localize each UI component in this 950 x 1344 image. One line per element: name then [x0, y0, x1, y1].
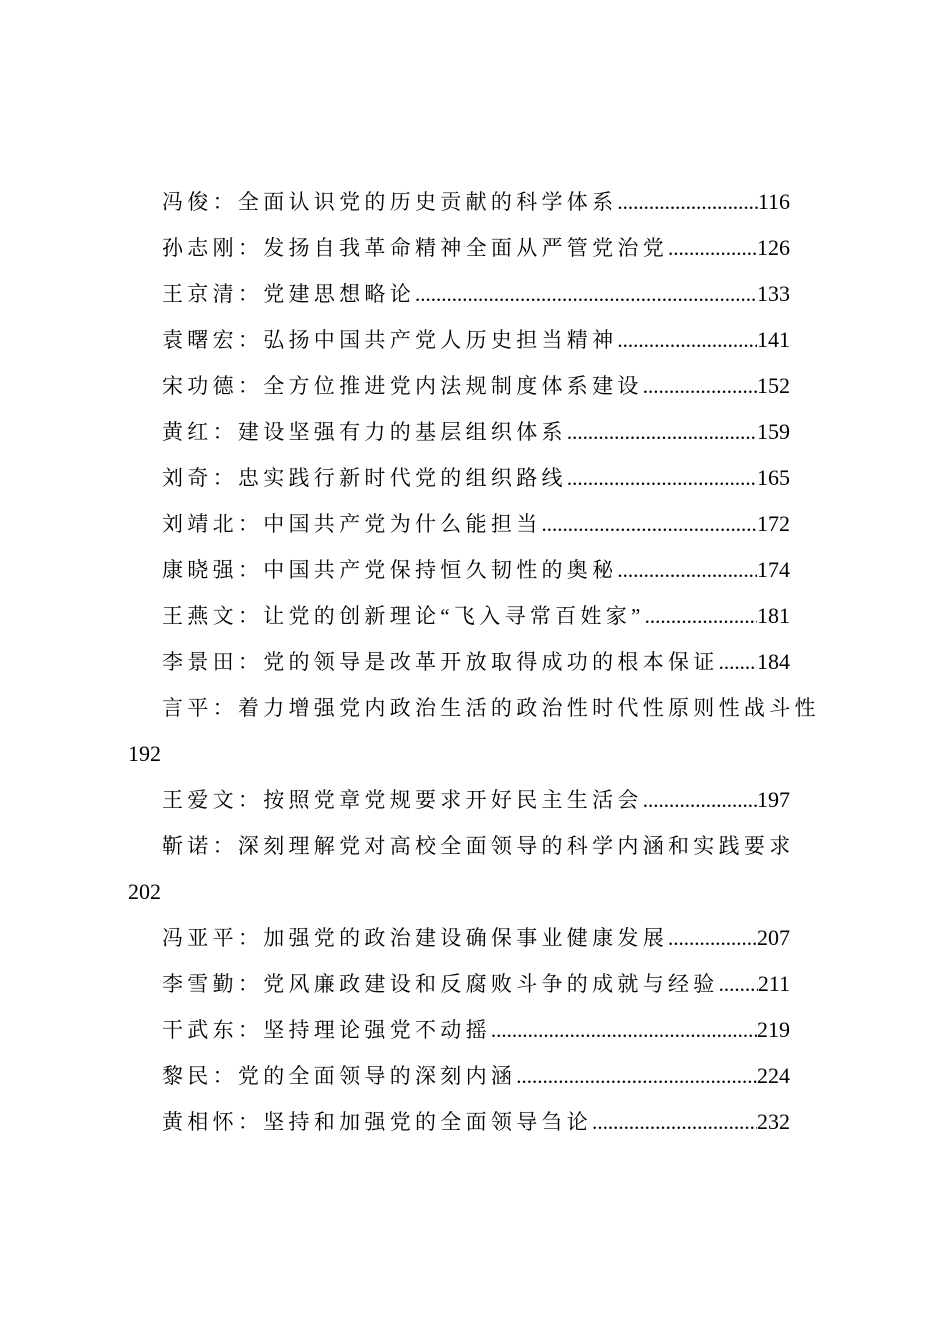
toc-entry-page: 207	[757, 925, 790, 950]
toc-entry-line	[162, 179, 790, 225]
toc-entry-line	[162, 271, 790, 317]
toc-entry-title: 王爱文：按照党章党规要求开好民主生活会	[162, 788, 643, 812]
dot-leader	[415, 271, 757, 317]
toc-entry-page: 152	[757, 373, 790, 398]
toc-entry[interactable]	[0, 225, 950, 271]
toc-entry[interactable]	[0, 915, 950, 961]
toc-entry-line	[162, 547, 790, 593]
toc-entry-page: 159	[757, 419, 790, 444]
dot-leader	[516, 1053, 757, 1099]
toc-entry-line	[162, 317, 790, 363]
toc-entry[interactable]	[0, 1053, 950, 1099]
toc-entry[interactable]	[0, 777, 950, 823]
toc-entry[interactable]	[0, 317, 950, 363]
toc-entry-title: 冯亚平：加强党的政治建设确保事业健康发展	[162, 926, 668, 950]
toc-entry[interactable]	[0, 1007, 950, 1053]
toc-entry-line	[162, 915, 790, 961]
toc-entry-page: 232	[757, 1109, 790, 1134]
toc-entry[interactable]	[0, 593, 950, 639]
toc-entry[interactable]	[0, 363, 950, 409]
toc-entry[interactable]	[0, 271, 950, 317]
toc-entry[interactable]	[0, 961, 950, 1007]
toc-entry-page: 192	[128, 741, 161, 766]
toc-entry-page: 174	[757, 557, 790, 582]
dot-leader	[645, 593, 757, 639]
toc-entry-line	[162, 409, 790, 455]
toc-entry[interactable]	[0, 547, 950, 593]
toc-entry-page: 165	[757, 465, 790, 490]
toc-entry-page: 211	[757, 971, 790, 996]
toc-entry[interactable]	[0, 501, 950, 547]
toc-entry-page: 219	[757, 1017, 790, 1042]
toc-entry-page-row	[0, 869, 950, 915]
toc-entry-line	[162, 777, 790, 823]
toc-entry-title: 言平：着力增强党内政治生活的政治性时代性原则性战斗性	[162, 696, 820, 720]
dot-leader	[592, 1099, 757, 1145]
toc-entry-page-row	[0, 731, 950, 777]
toc-entry-title: 李景田：党的领导是改革开放取得成功的根本保证	[162, 650, 719, 674]
toc-entry-line	[162, 363, 790, 409]
table-of-contents	[0, 179, 950, 1145]
toc-entry-line	[162, 225, 790, 271]
toc-entry-page: 133	[757, 281, 790, 306]
dot-leader	[668, 915, 757, 961]
toc-entry-page: 141	[757, 327, 790, 352]
toc-entry-page: 116	[757, 189, 790, 214]
toc-entry-title: 黄相怀：坚持和加强党的全面领导刍论	[162, 1110, 593, 1134]
toc-entry-page: 184	[757, 649, 790, 674]
toc-entry-line	[162, 961, 790, 1007]
toc-entry-title: 刘奇：忠实践行新时代党的组织路线	[162, 466, 567, 490]
dot-leader	[567, 409, 757, 455]
toc-entry-title: 孙志刚：发扬自我革命精神全面从严管党治党	[162, 236, 668, 260]
toc-entry-line	[162, 593, 790, 639]
dot-leader	[491, 1007, 757, 1053]
dot-leader	[643, 363, 757, 409]
toc-entry-title: 冯俊：全面认识党的历史贡献的科学体系	[162, 190, 618, 214]
toc-entry-page: 181	[757, 603, 790, 628]
toc-entry[interactable]	[0, 409, 950, 455]
toc-entry-title: 康晓强：中国共产党保持恒久韧性的奥秘	[162, 558, 618, 582]
dot-leader	[567, 455, 757, 501]
toc-entry-title: 干武东：坚持理论强党不动摇	[162, 1018, 491, 1042]
toc-entry-line	[162, 501, 790, 547]
toc-entry-title: 黎民：党的全面领导的深刻内涵	[162, 1064, 517, 1088]
toc-entry-line	[162, 455, 790, 501]
dot-leader	[617, 317, 757, 363]
toc-entry[interactable]	[0, 1099, 950, 1145]
toc-entry-page: 202	[128, 879, 161, 904]
toc-entry-title: 宋功德：全方位推进党内法规制度体系建设	[162, 374, 643, 398]
toc-entry-title: 靳诺：深刻理解党对高校全面领导的科学内涵和实践要求	[162, 834, 795, 858]
toc-entry[interactable]	[0, 455, 950, 501]
toc-entry-title: 王京清：党建思想略论	[162, 282, 415, 306]
toc-entry-line	[162, 639, 790, 685]
toc-entry[interactable]	[0, 639, 950, 685]
dot-leader	[542, 501, 758, 547]
dot-leader	[719, 639, 757, 685]
toc-entry[interactable]	[0, 179, 950, 225]
toc-entry-title: 李雪勤：党风廉政建设和反腐败斗争的成就与经验	[162, 972, 719, 996]
dot-leader	[643, 777, 757, 823]
toc-entry-page: 224	[757, 1063, 790, 1088]
toc-entry-title: 王燕文：让党的创新理论“飞入寻常百姓家”	[162, 604, 645, 628]
toc-entry-page: 172	[757, 511, 790, 536]
toc-entry-line	[162, 1007, 790, 1053]
dot-leader	[719, 961, 758, 1007]
dot-leader	[617, 179, 757, 225]
toc-entry-line	[162, 1053, 790, 1099]
dot-leader	[617, 547, 757, 593]
toc-entry-title: 袁曙宏：弘扬中国共产党人历史担当精神	[162, 328, 618, 352]
toc-entry-page: 126	[757, 235, 790, 260]
toc-entry[interactable]	[0, 823, 950, 869]
toc-entry-title: 黄红：建设坚强有力的基层组织体系	[162, 420, 567, 444]
dot-leader	[668, 225, 757, 271]
toc-entry-title: 刘靖北：中国共产党为什么能担当	[162, 512, 542, 536]
toc-entry[interactable]	[0, 685, 950, 731]
toc-entry-line	[162, 1099, 790, 1145]
toc-entry-page: 197	[757, 787, 790, 812]
